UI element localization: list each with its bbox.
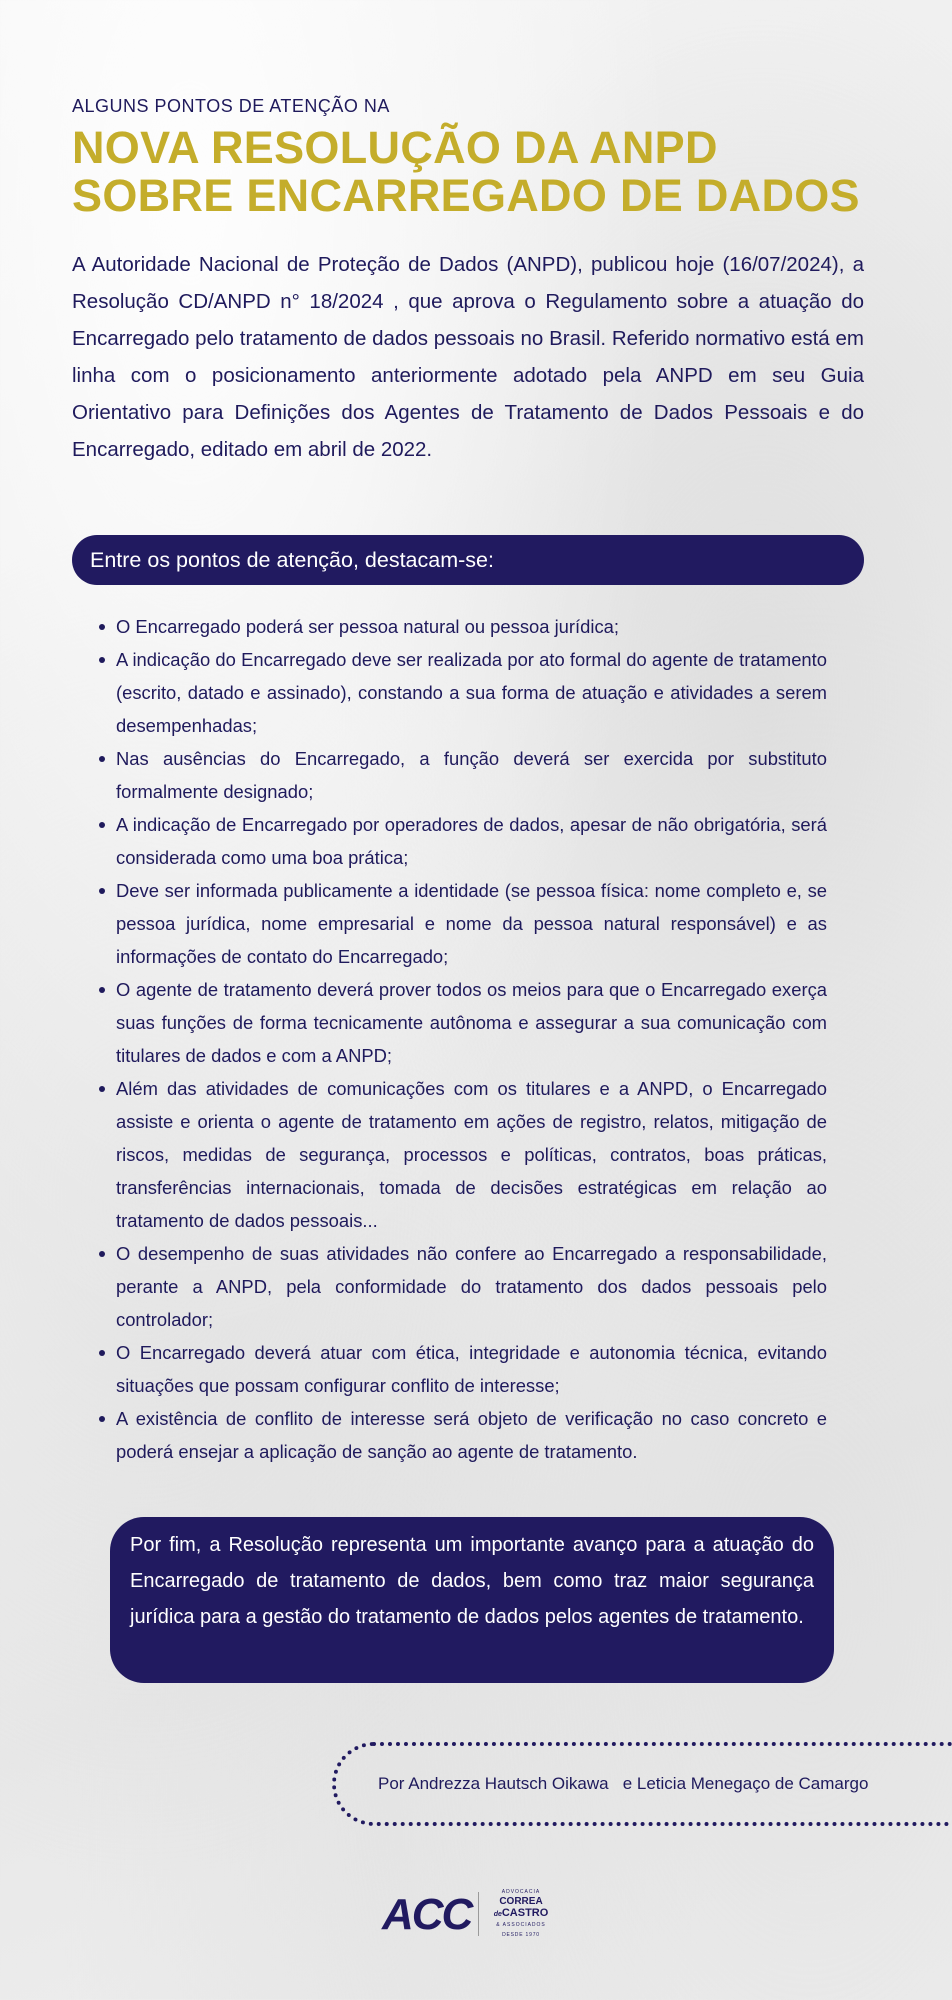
list-item: O desempenho de suas atividades não confere ao Encarregado a responsabilidade, perante a ANPD, pela conformidade do tratamento dos dados pessoais pelo controlador; [116,1237,827,1336]
list-item: A indicação de Encarregado por operadores de dados, apesar de não obrigatória, será considerada como uma boa prática; [116,808,827,874]
list-item: O Encarregado deverá atuar com ética, integridade e autonomia técnica, evitando situações que possam configurar conflito de interesse; [116,1336,827,1402]
logo-name-castro: CASTRO [501,1907,549,1919]
highlights-heading: Entre os pontos de atenção, destacam-se: [72,535,864,585]
logo-acc-mark: ACC [382,1890,472,1939]
logo-name-de: de [493,1911,502,1918]
logo-tagline: ADVOCACIA [501,1889,541,1895]
title-line-1: NOVA RESOLUÇÃO DA ANPD [72,122,718,173]
conclusion-box: Por fim, a Resolução representa um importante avanço para a atuação do Encarregado de tratamento de dados, bem como traz maior segurança jurídica para a gestão do tratamento de dados pelos agentes de tratamento. [110,1517,834,1683]
logo-since: DESDE 1970 [502,1932,540,1938]
logo-divider [478,1892,479,1936]
logo-associates: & ASSOCIADOS [496,1922,546,1928]
list-item: A indicação do Encarregado deve ser realizada por ato formal do agente de tratamento (escrito, datado e assinado), constando a sua forma de atuação e atividades a serem desempenhadas; [116,643,827,742]
author-credit: Por Andrezza Hautsch Oikawa e Leticia Menegaço de Camargo [378,1774,869,1793]
company-logo [382,1888,582,1948]
logo-name-line-1: CORREA [499,1896,543,1907]
intro-paragraph: A Autoridade Nacional de Proteção de Dados (ANPD), publicou hoje (16/07/2024), a Resolução CD/ANPD n° 18/2024 , que aprova o Regulamento sobre a atuação do Encarregado pelo tratamento de dados pessoais no Brasil. Referido normativo está em linha com o posicionamento anteriormente adotado pela ANPD em seu Guia Orientativo para Definições dos Agentes de Tratamento de Dados Pessoais e do Encarregado, editado em abril de 2022. [72,253,864,461]
list-item: Deve ser informada publicamente a identidade (se pessoa física: nome completo e, se pessoa jurídica, nome empresarial e nome da pessoa natural responsável) e as informações de contato do Encarregado; [116,874,827,973]
list-item: O Encarregado poderá ser pessoa natural ou pessoa jurídica; [116,610,827,643]
page-title [72,124,892,220]
logo-name-line-2 [486,1907,556,1921]
list-item: A existência de conflito de interesse será objeto de verificação no caso concreto e poderá ensejar a aplicação de sanção ao agente de tratamento. [116,1402,827,1468]
list-item: Além das atividades de comunicações com os titulares e a ANPD, o Encarregado assiste e orienta o agente de tratamento em ações de registro, relatos, mitigação de riscos, medidas de segurança, processos e políticas, contratos, boas práticas, transferências internacionais, tomada de decisões estratégicas em relação ao tratamento de dados pessoais... [116,1072,827,1237]
list-item: O agente de tratamento deverá prover todos os meios para que o Encarregado exerça suas funções de forma tecnicamente autônoma e assegurar a sua comunicação com titulares de dados e com a ANPD; [116,973,827,1072]
title-line-2: SOBRE ENCARREGADO DE DADOS [72,170,860,221]
highlights-list [116,610,827,1468]
logo-wordmark [486,1888,556,1941]
list-item: Nas ausências do Encarregado, a função deverá ser exercida por substituto formalmente designado; [116,742,827,808]
kicker-text: ALGUNS PONTOS DE ATENÇÃO NA [72,96,390,116]
